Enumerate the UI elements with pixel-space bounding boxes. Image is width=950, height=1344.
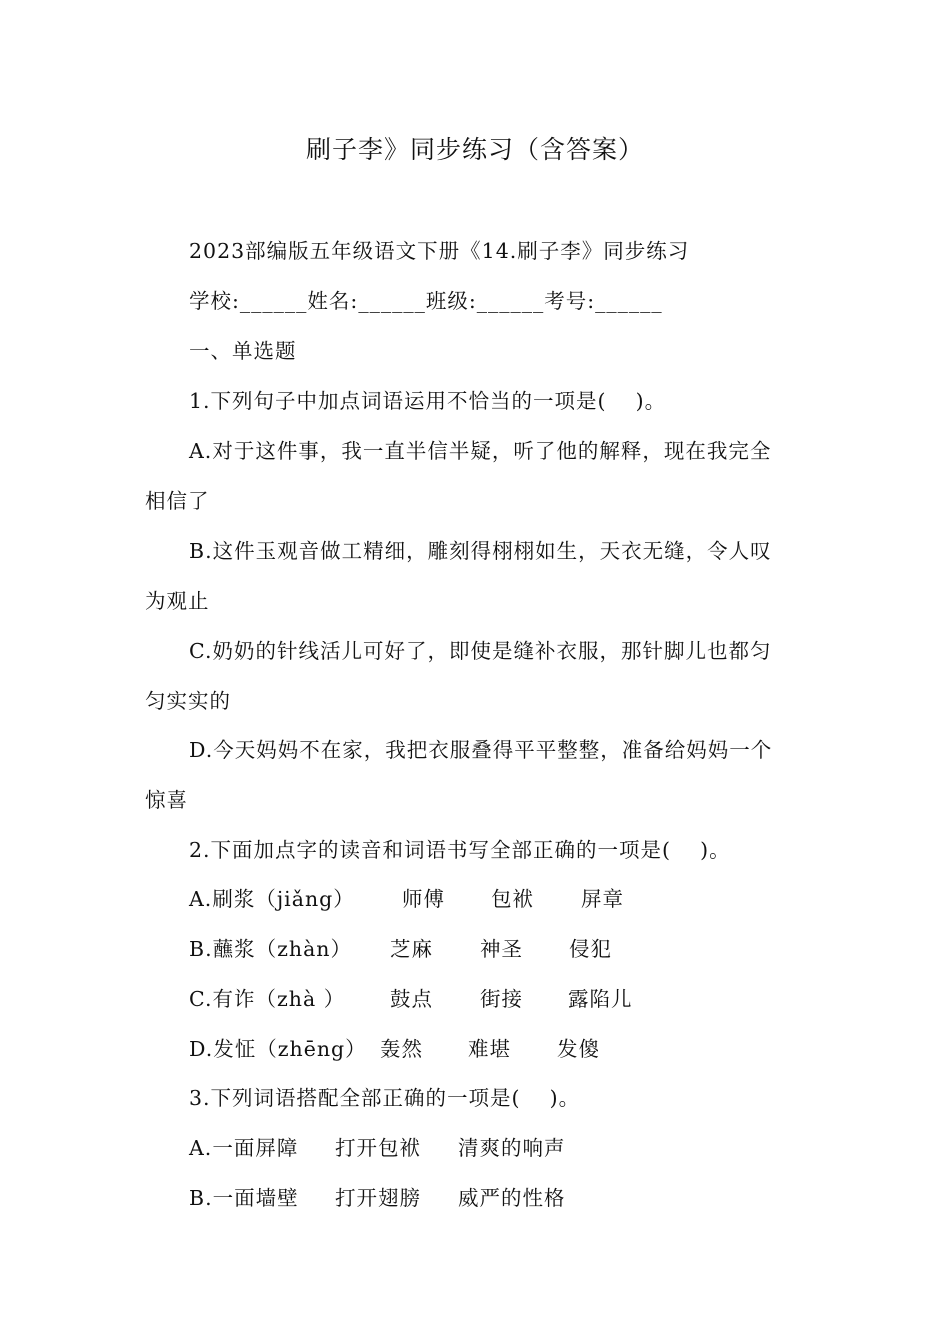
question-3-stem: 3.下列词语搭配全部正确的一项是( )。 <box>189 1086 581 1110</box>
option-a-reading: A.刷浆（jiǎng） <box>189 887 355 911</box>
option-d-word-2: 难堪 <box>468 1037 511 1061</box>
question-1-option-c-cont: 匀实实的 <box>145 689 231 713</box>
option-b-phrase-3: 威严的性格 <box>458 1186 566 1210</box>
option-a-phrase-2: 打开包袱 <box>335 1136 421 1160</box>
option-c-word-2: 街接 <box>480 987 523 1011</box>
question-2-option-d <box>189 1034 600 1064</box>
option-b-phrase-1: B.一面墙壁 <box>189 1186 299 1210</box>
question-2-option-b <box>189 934 612 964</box>
option-c-word-1: 鼓点 <box>390 987 433 1011</box>
question-1-option-d: D.今天妈妈不在家，我把衣服叠得平平整整，准备给妈妈一个 <box>189 738 773 762</box>
option-d-word-1: 轰然 <box>380 1037 423 1061</box>
question-1-option-a-cont: 相信了 <box>145 489 210 513</box>
option-a-word-2: 包袱 <box>491 887 534 911</box>
document-title: 刷子李》同步练习（含答案） <box>305 135 644 164</box>
option-a-word-3: 屏章 <box>581 887 624 911</box>
option-a-phrase-3: 清爽的响声 <box>458 1136 566 1160</box>
question-1-option-c: C.奶奶的针线活儿可好了，即使是缝补衣服，那针脚儿也都匀 <box>189 639 772 663</box>
option-a-word-1: 师傅 <box>402 887 445 911</box>
document-subtitle: 2023部编版五年级语文下册《14.刷子李》同步练习 <box>189 239 690 263</box>
option-c-reading: C.有诈（zhà ） <box>189 987 346 1011</box>
question-1-option-d-cont: 惊喜 <box>145 788 188 812</box>
option-b-word-2: 神圣 <box>480 937 523 961</box>
option-b-word-1: 芝麻 <box>390 937 433 961</box>
question-1-option-a: A.对于这件事，我一直半信半疑，听了他的解释，现在我完全 <box>189 439 772 463</box>
question-3-option-b <box>189 1183 566 1213</box>
question-2-option-c <box>189 984 633 1014</box>
question-3-option-a <box>189 1133 566 1163</box>
option-c-word-3: 露陷儿 <box>568 987 633 1011</box>
option-b-reading: B.蘸浆（zhàn） <box>189 937 353 961</box>
question-1-option-b: B.这件玉观音做工精细，雕刻得栩栩如生，天衣无缝，令人叹 <box>189 539 772 563</box>
question-2-option-a <box>189 884 624 914</box>
section-heading: 一、单选题 <box>189 339 297 363</box>
option-d-word-3: 发傻 <box>557 1037 600 1061</box>
question-2-stem: 2.下面加点字的读音和词语书写全部正确的一项是( )。 <box>189 838 731 862</box>
question-1-option-b-cont: 为观止 <box>145 589 210 613</box>
option-d-reading: D.发怔（zhēng） <box>189 1037 367 1061</box>
option-b-word-3: 侵犯 <box>569 937 612 961</box>
option-a-phrase-1: A.一面屏障 <box>189 1136 299 1160</box>
student-info-line: 学校:______姓名:______班级:______考号:______ <box>189 289 663 313</box>
option-b-phrase-2: 打开翅膀 <box>335 1186 421 1210</box>
question-1-stem: 1.下列句子中加点词语运用不恰当的一项是( )。 <box>189 389 667 413</box>
